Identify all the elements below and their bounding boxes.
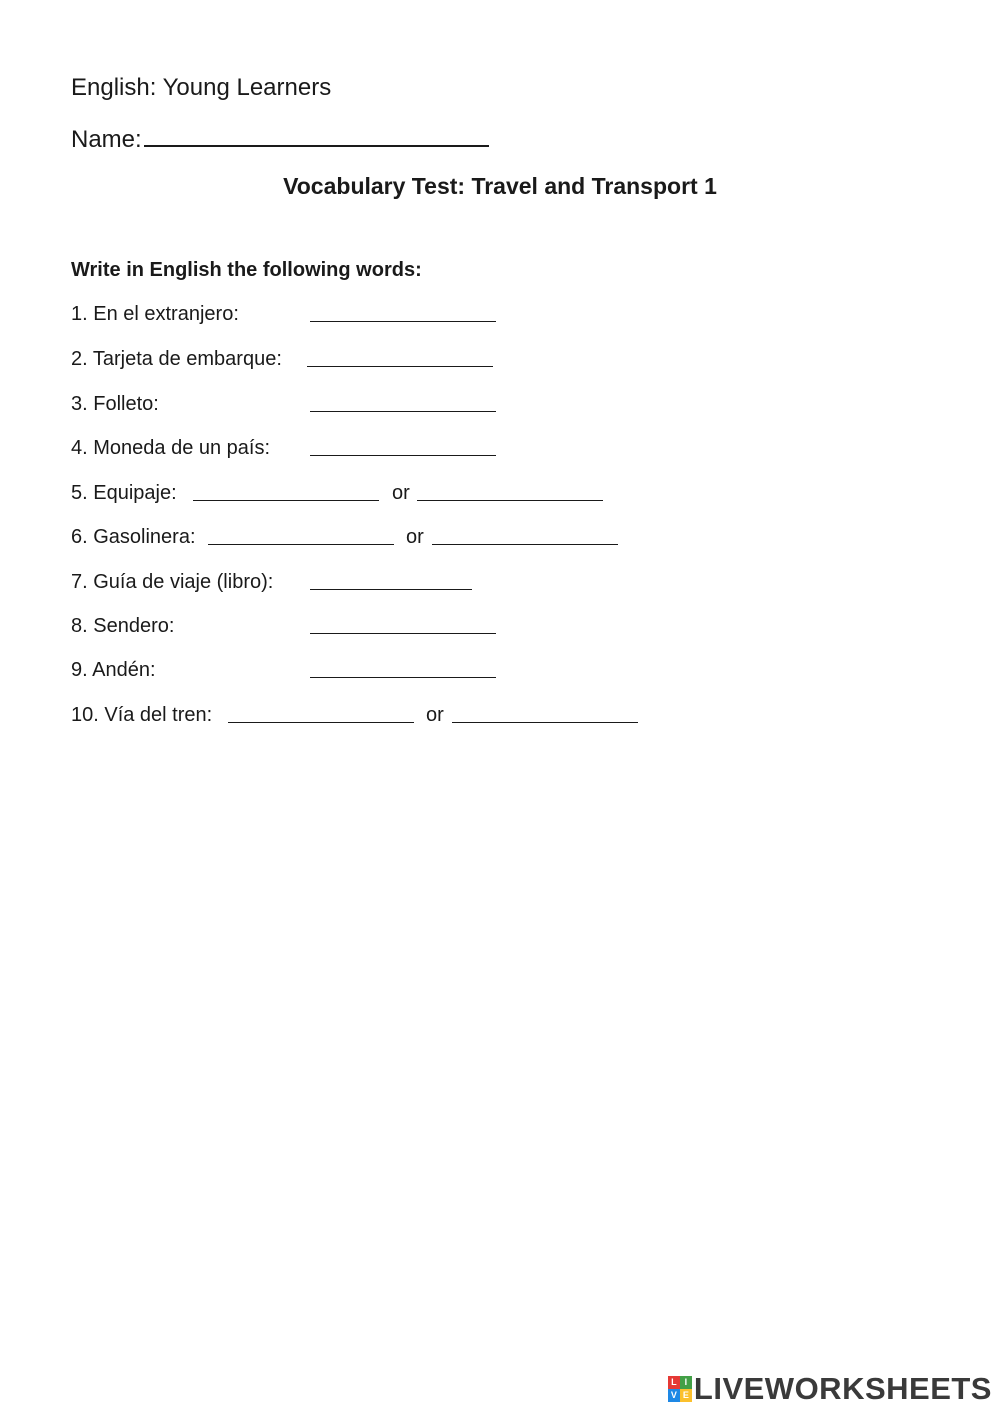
liveworksheets-logo [668, 1371, 992, 1407]
answer-blank[interactable] [310, 390, 496, 412]
question-label: 3. Folleto: [71, 393, 159, 415]
course-title: English: Young Learners [71, 74, 332, 101]
or-connector: or [406, 526, 424, 548]
question-label: 6. Gasolinera: [71, 526, 196, 548]
or-connector: or [426, 704, 444, 726]
answer-blank-alt[interactable] [452, 701, 638, 723]
question-label: 8. Sendero: [71, 615, 175, 637]
name-answer-line[interactable] [144, 121, 489, 147]
logo-wordmark: LIVEWORKSHEETS [693, 1371, 992, 1406]
question-label: 10. Vía del tren: [71, 704, 213, 726]
answer-blank[interactable] [228, 701, 414, 723]
liveworksheets-logo-icon [668, 1376, 692, 1402]
question-label: 2. Tarjeta de embarque: [71, 348, 282, 370]
or-connector: or [392, 482, 410, 504]
question-label: 7. Guía de viaje (libro): [71, 571, 274, 593]
question-label: 5. Equipaje: [71, 482, 177, 504]
answer-blank[interactable] [208, 523, 394, 545]
test-title: Vocabulary Test: Travel and Transport 1 [283, 173, 717, 199]
question-label: 4. Moneda de un país: [71, 437, 271, 459]
logo-mark-letter: L [668, 1376, 680, 1389]
name-label: Name: [71, 126, 142, 153]
answer-blank[interactable] [307, 345, 493, 367]
answer-blank[interactable] [310, 434, 496, 456]
answer-blank[interactable] [310, 656, 496, 678]
logo-mark-letter: I [680, 1376, 692, 1389]
instruction-text: Write in English the following words: [71, 259, 422, 281]
answer-blank[interactable] [193, 479, 379, 501]
logo-mark-letter: E [680, 1389, 692, 1402]
answer-blank-alt[interactable] [432, 523, 618, 545]
answer-blank[interactable] [310, 568, 472, 590]
answer-blank-alt[interactable] [417, 479, 603, 501]
logo-mark-letter: V [668, 1389, 680, 1402]
name-row [71, 121, 489, 156]
question-label: 1. En el extranjero: [71, 303, 239, 325]
question-label: 9. Andén: [71, 659, 156, 681]
answer-blank[interactable] [310, 300, 496, 322]
answer-blank[interactable] [310, 612, 496, 634]
